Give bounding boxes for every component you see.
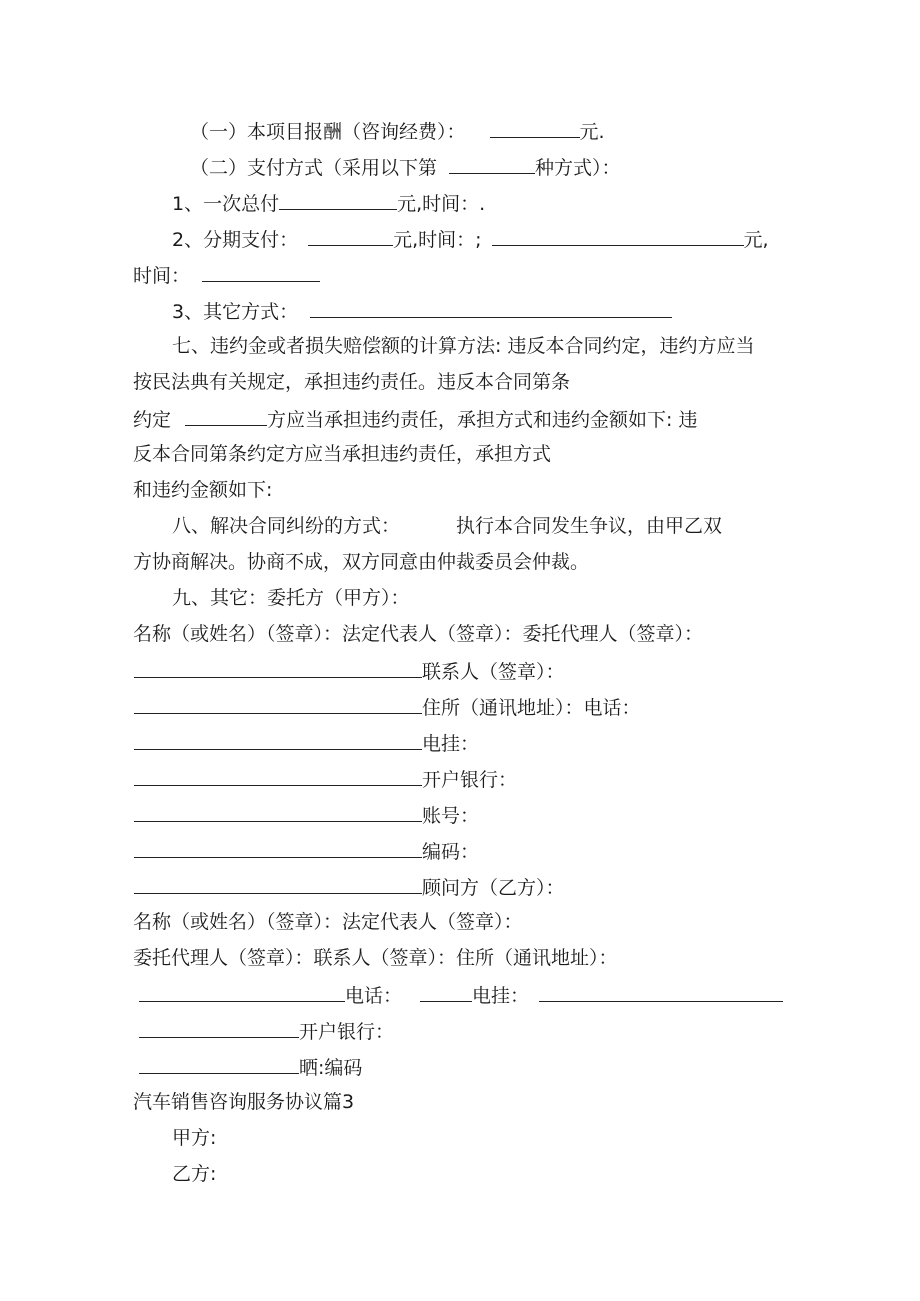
party-a-field-label: 联系人（签章）： — [422, 661, 565, 683]
installment-time-label: 时间： — [133, 265, 191, 287]
clause-7-party-blank — [185, 406, 267, 426]
payment-method-label: （二）支付方式（采用以下第 — [190, 157, 438, 179]
payment-method-blank — [449, 154, 535, 174]
party-b-telegraph-blank — [539, 982, 783, 1002]
party-a-name-line: 名称（或姓名）（签章）：法定代表人（签章）：委托代理人（签章）： — [133, 623, 704, 645]
installment-mid: 元,时间：; — [393, 229, 482, 251]
party-b-telegraph-label: 电挂： — [472, 985, 530, 1007]
party-b-blank — [139, 1054, 299, 1074]
installment-time-blank — [202, 262, 320, 282]
party-b-code-line — [139, 1054, 362, 1078]
party-a-address-line — [134, 694, 641, 718]
party-a-field-label: 电挂： — [422, 733, 480, 755]
party-b-title-line — [134, 874, 565, 898]
clause-9-title: 九、其它：委托方（甲方）： — [172, 587, 410, 609]
party-a-blank — [134, 838, 422, 858]
party-b-blank — [139, 982, 345, 1002]
clause-7-line-1: 七、违约金或者损失赔偿额的计算方法: 违反本合同约定，违约方应当 — [172, 335, 755, 357]
other-method-line — [172, 298, 672, 322]
clause-8-line-2: 方协商解决。协商不成，双方同意由仲裁委员会仲裁。 — [133, 551, 590, 573]
payment-method-line — [190, 154, 621, 178]
party-b-blank — [139, 1018, 299, 1038]
party-a-field-label: 账号： — [422, 805, 480, 827]
party-b-title: 顾问方（乙方）： — [422, 877, 565, 899]
party-a-code-line — [134, 838, 479, 862]
clause-7-line-4: 反本合同第条约定方应当承担违约责任，承担方式 — [133, 443, 552, 465]
party-a-field-label: 编码： — [422, 841, 480, 863]
lump-sum-end: 元,时间：. — [397, 193, 486, 215]
party-a-blank — [134, 694, 422, 714]
clause-8-line-1 — [172, 514, 722, 538]
party-a-telegraph-line — [134, 730, 479, 754]
lump-sum-line — [172, 190, 485, 214]
installment-end: 元, — [743, 229, 769, 251]
lump-sum-blank — [279, 190, 397, 210]
party-b-agent-line: 委托代理人（签章）：联系人（签章）：住所（通讯地址）： — [133, 947, 618, 969]
party-b-bank-line — [139, 1018, 394, 1042]
lump-sum-label: 1、一次总付 — [172, 193, 280, 215]
party-a-label: 甲方: — [172, 1127, 217, 1149]
installment-label: 2、分期支付： — [172, 229, 299, 251]
party-b-label: 乙方: — [172, 1163, 217, 1185]
installment-line — [172, 226, 769, 250]
party-b-phone-blank — [420, 982, 472, 1002]
reward-label: （一）本项目报酬（咨询经费）： — [190, 121, 466, 143]
party-b-name-line: 名称（或姓名）（签章）：法定代表人（签章）： — [133, 911, 523, 933]
reward-amount-blank — [490, 118, 580, 138]
party-a-contact-line — [134, 658, 565, 682]
payment-method-end: 种方式）： — [535, 157, 621, 179]
section-heading: 汽车销售咨询服务协议篇3 — [133, 1091, 355, 1113]
reward-unit: 元. — [579, 121, 605, 143]
party-a-blank — [134, 658, 422, 678]
installment-time-line — [133, 262, 320, 286]
party-a-field-label: 住所（通讯地址）：电话： — [422, 697, 641, 719]
installment-blank-1 — [308, 226, 393, 246]
party-b-phone-line — [139, 982, 783, 1006]
party-a-field-label: 开户银行： — [422, 769, 518, 791]
clause-7-line-3 — [133, 406, 697, 430]
clause-8-text: 执行本合同发生争议，由甲乙双 — [456, 515, 723, 537]
other-method-blank — [310, 298, 672, 318]
party-a-blank — [134, 802, 422, 822]
clause-7-agreed-label: 约定 — [133, 409, 172, 431]
installment-blank-2 — [492, 226, 744, 246]
clause-8-title: 八、解决合同纠纷的方式： — [172, 515, 401, 537]
other-method-label: 3、其它方式： — [172, 301, 299, 323]
clause-7-line-5: 和违约金额如下: — [133, 479, 273, 501]
reward-line — [190, 118, 605, 142]
party-b-bank-label: 开户银行： — [299, 1021, 395, 1043]
party-a-blank — [134, 874, 422, 894]
party-a-blank — [134, 766, 422, 786]
party-b-phone-label: 电话： — [345, 985, 403, 1007]
clause-7-line-2: 按民法典有关规定，承担违约责任。违反本合同第条 — [133, 371, 571, 393]
clause-7-line-3-end: 方应当承担违约责任，承担方式和违约金额如下: 违 — [267, 409, 698, 431]
party-a-blank — [134, 730, 422, 750]
party-b-code-label: 晒:编码 — [299, 1057, 363, 1079]
party-a-bank-line — [134, 766, 517, 790]
party-a-account-line — [134, 802, 479, 826]
